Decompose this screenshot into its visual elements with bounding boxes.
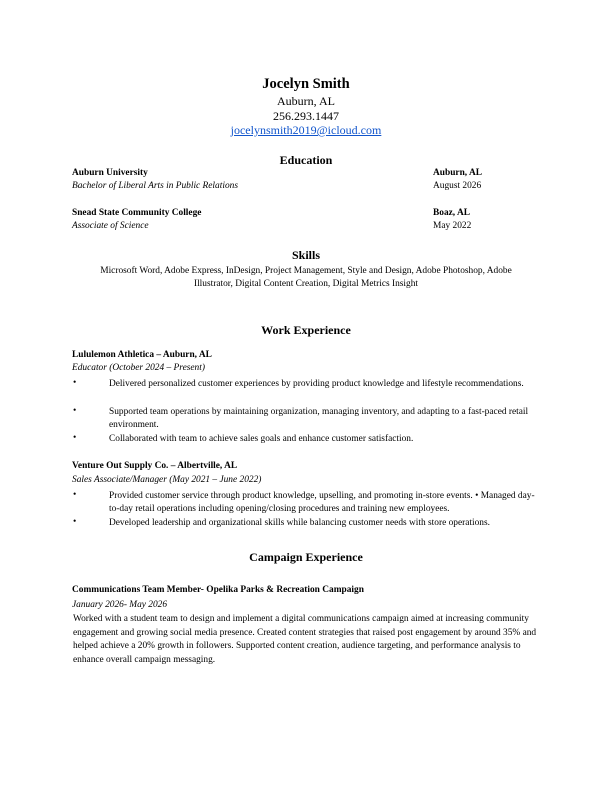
job-bullet: Developed leadership and organizational skills while balancing customer needs with store operations. xyxy=(109,518,490,528)
school-location: Auburn, AL xyxy=(433,168,482,178)
job-role: Educator (October 2024 – Present) xyxy=(72,363,205,373)
graduation-date: August 2026 xyxy=(433,181,482,191)
job-bullet: Provided customer service through product knowledge, upselling, and promoting in-store events. • Managed day-to-day retail operations including opening/closing procedures and training new employees. xyxy=(109,491,535,514)
job-bullet: Collaborated with team to achieve sales goals and enhance customer satisfaction. xyxy=(109,434,414,444)
location: Auburn, AL xyxy=(277,94,335,108)
campaign-position: Communications Team Member- Opelika Parks & Recreation Campaign xyxy=(72,585,364,595)
campaign-description: Worked with a student team to design and implement a digital communications campaign aimed at increasing community engagement and growing social media presence. Created content strategies that raised post engagement by around 35% and helped achieve a 20% growth in followers. Supported content creation, audience targeting, and performance analysis to enhance overall campaign messaging. xyxy=(73,614,537,666)
email-container xyxy=(0,123,612,138)
campaign-experience-heading: Campaign Experience xyxy=(249,550,363,564)
school-name: Snead State Community College xyxy=(72,208,202,218)
campaign-dates: January 2026- May 2026 xyxy=(72,600,168,610)
bullet-icon: • xyxy=(73,490,77,500)
school-location: Boaz, AL xyxy=(433,208,470,218)
degree: Associate of Science xyxy=(72,221,149,231)
employer: Venture Out Supply Co. – Albertville, AL xyxy=(72,461,238,471)
skills-heading: Skills xyxy=(291,248,321,262)
employer: Lululemon Athletica – Auburn, AL xyxy=(72,350,212,360)
job-role: Sales Associate/Manager (May 2021 – June 2022) xyxy=(72,475,262,485)
candidate-name: Jocelyn Smith xyxy=(262,76,350,92)
school-name: Auburn University xyxy=(72,168,148,178)
bullet-icon: • xyxy=(73,378,77,388)
phone-number: 256.293.1447 xyxy=(273,109,339,123)
bullet-icon: • xyxy=(73,517,77,527)
email-link[interactable]: jocelynsmith2019@icloud.com xyxy=(230,123,382,137)
bullet-icon: • xyxy=(73,406,77,416)
job-bullet: Delivered personalized customer experiences by providing product knowledge and lifestyle recommendations. xyxy=(109,379,524,389)
work-experience-heading: Work Experience xyxy=(261,323,351,337)
education-heading: Education xyxy=(279,153,333,167)
degree: Bachelor of Liberal Arts in Public Relations xyxy=(72,181,238,191)
graduation-date: May 2022 xyxy=(433,221,472,231)
bullet-icon: • xyxy=(73,433,77,443)
job-bullet: Supported team operations by maintaining organization, managing inventory, and adapting to a fast-paced retail environment. xyxy=(109,407,529,430)
skills-list: Microsoft Word, Adobe Express, InDesign, Project Management, Style and Design, Adobe Photoshop, Adobe Illustrator, Digital Content Creation, Digital Metrics Insight xyxy=(100,266,512,289)
